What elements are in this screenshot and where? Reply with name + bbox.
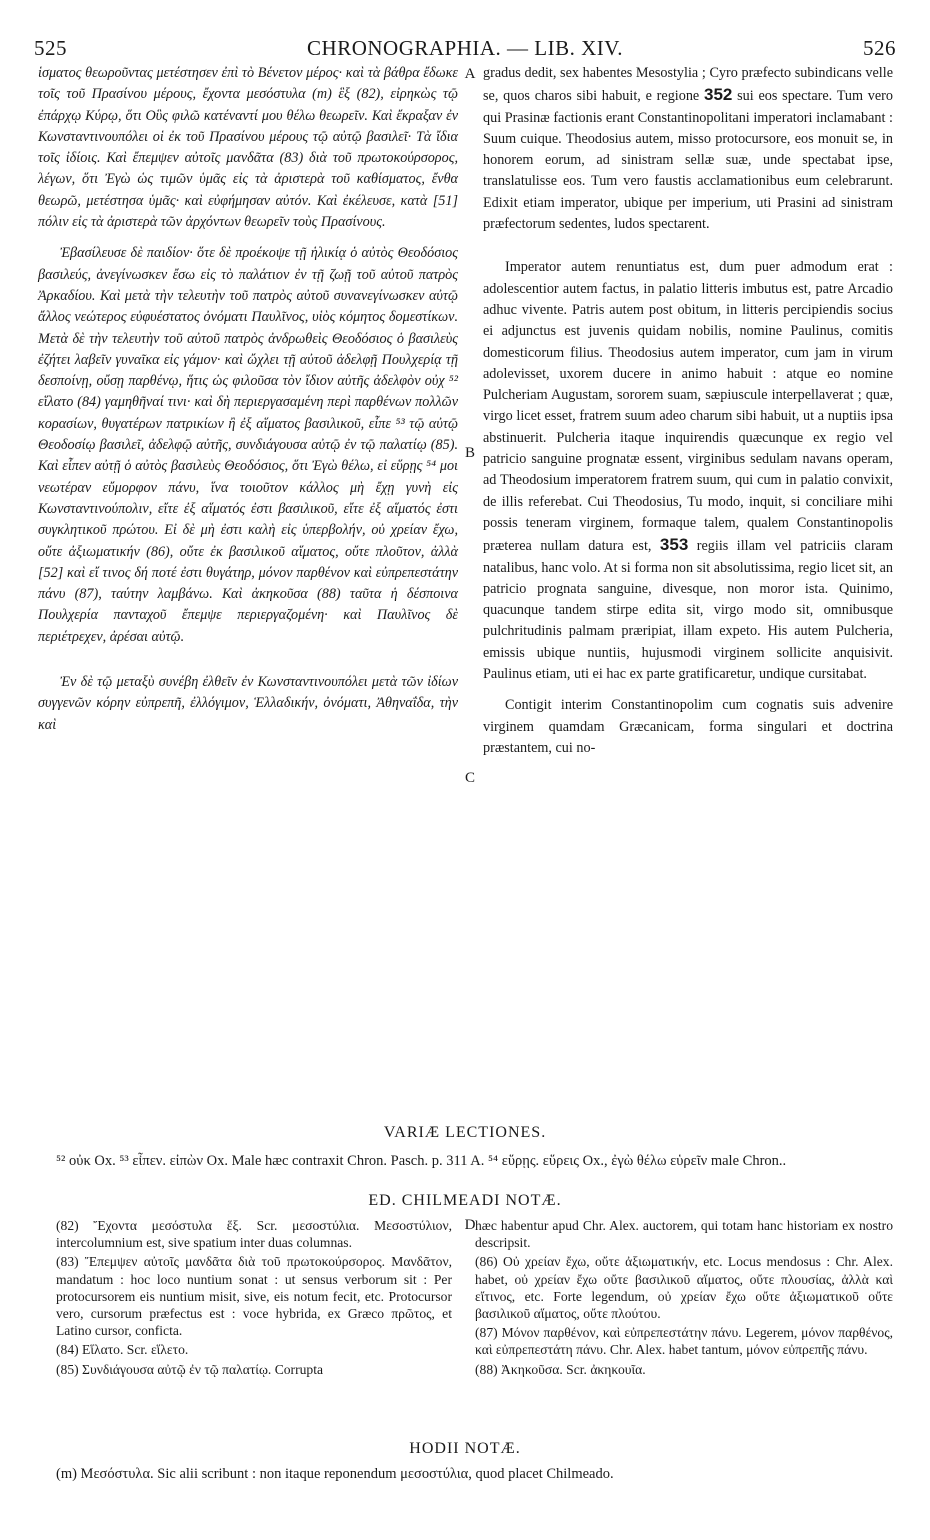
greek-paragraph-1: ἱσματος θεωροῦντας μετέστησεν ἐπὶ τὸ Βένετον μέρος· καὶ τὰ βάθρα ἔδωκε τοῖς τοῦ Πρασίνου μέρους, ἔχοντα μεσόστυλα (m) ἓξ (82), εἰρηκὼς τῷ ἐπάρχῳ Κύρῳ, ὅτι Οὓς φιλῶ κατέναντί μου θέλω θεωρεῖν. Καὶ ἔκραξαν ἐν Κωνσταντινουπόλει οἱ ἐκ τοῦ Πρασίνου μέρους τῷ αὐτῷ βασιλεῖ· Τὰ ἴδια τοῖς ἰδίοις. Καὶ ἔπεμψεν αὐτοῖς μανδᾶτα (83) διὰ τοῦ πρωτοκούρσορος, λέγων, ὅτι Ἐγὼ ὡς τιμῶν ὑμᾶς εἰς τὰ ἀριστερὰ τοῦ καθίσματος, ἔνθα θεωρῶ, μετέστησα ὑμᾶς· καὶ εὐφήμησαν αὐτόν. Καὶ ἐκέλευσε, κατὰ [51] πόλιν εἰς τὰ ἀριστερὰ τῶν ἀρχόντων θεωρεῖν τοὺς Πρασίνους. — [38, 65, 458, 231]
running-header — [34, 36, 896, 66]
latin-paragraph-1-start: gradus dedit, sex habentes Mesostylia ; Cyro præfecto subindicans velle se, quos charos sibi habuit, e regione — [483, 65, 893, 105]
section-marker-b: B — [464, 445, 475, 461]
latin-paragraph-1 — [483, 63, 893, 235]
note-82: (82) Ἔχοντα μεσόστυλα ἕξ. Scr. μεσοστύλια. Μεσοστύλιον, intercolumnium est, sive spatium inter duas columnas. — [56, 1218, 452, 1251]
section-marker-c: C — [464, 770, 475, 786]
greek-column — [38, 63, 458, 736]
note-85-continued: hæc habentur apud Chr. Alex. auctorem, qui totam hanc historiam ex nostro descripsit. — [475, 1218, 893, 1251]
margin-page-number-352: 352 — [704, 85, 733, 105]
greek-paragraph-3: Ἐν δὲ τῷ μεταξὺ συνέβη ἐλθεῖν ἐν Κωνσταντινουπόλει μετὰ τῶν ἰδίων συγγενῶν κόρην εὐπρεπῆ, ἐλλόγιμον, Ἑλλαδικήν, ὀνόματι, Ἀθηναΐδα, τὴν καὶ — [38, 674, 458, 733]
note-85: (85) Συνδιάγουσα αὐτῷ ἐν τῷ παλατίῳ. Corrupta — [56, 1361, 324, 1377]
running-title: CHRONOGRAPHIA. — LIB. XIV. — [307, 36, 623, 60]
variae-lectiones-heading: VARIÆ LECTIONES. — [383, 1124, 547, 1141]
greek-paragraph-2: Ἐβασίλευσε δὲ παιδίον· ὅτε δὲ προέκοψε τῇ ἡλικίᾳ ὁ αὐτὸς Θεοδόσιος βασιλεύς, ἀνεγίνωσκεν ἔσω εἰς τὸ παλάτιον ἐν τῇ ζωῇ τοῦ αὐτοῦ πατρὸς Ἀρκαδίου. Καὶ μετὰ τὴν τελευτὴν τοῦ πατρὸς αὐτοῦ συνανεγίνωσκεν αὐτῷ ἄλλος νεώτερος εὐφυέστατος ὀνόματι Παυλῖνος, υἱὸς κόμητος δομεστίκων. Μετὰ δὲ τὴν τελευτὴν τοῦ αὐτοῦ πατρὸς ἀνδρωθεὶς Θεοδόσιος ὁ βασιλεὺς ἐζήτει λαβεῖν γυναῖκα εἰς γάμον· καὶ ὤχλει τῇ αὐτοῦ ἀδελφῇ Πουλχερίᾳ τῇ δεσποίνῃ, οὔσῃ παρθένῳ, ἥτις ὡς φιλοῦσα τὸν ἴδιον αὐτῆς ἀδελφὸν οὐχ ⁵² εἵλατο (84) γαμηθῆναί τινι· καὶ δὴ περιεργασαμένη περὶ παρθένων πολλῶν κορασίων, θυγατέρων πατρικίων ἢ ἐξ αἵματος βασιλικοῦ, εἶπε ⁵³ τῷ αὐτῷ Θεοδοσίῳ βασιλεῖ, ἀδελφῷ αὐτῆς, συνδιάγουσα αὐτῷ ἐν τῷ παλατίῳ (85). Καὶ εἶπεν αὐτῇ ὁ αὐτὸς βασιλεὺς Θεοδόσιος, ὅτι Ἐγὼ θέλω, εἰ εὕρῃς ⁵⁴ μοι νεωτέραν εὔμορφον πάνυ, ἵνα τοιοῦτον κάλλος μὴ ἔχῃ γυνὴ εἰς Κωνσταντινούπολιν, εἴτε ἐξ αἵματός ἐστι βασιλικοῦ, εἴτε ἐξ αἵματός ἐστι συγκλητικοῦ πρώτου. Εἰ δὲ μὴ ἐστι καλὴ εἰς ὑπερβολήν, οὐ χρείαν ἔχω, οὔτε ἀξιωματικήν (86), οὔτε ἐκ βασιλικοῦ αἵματος, οὔτε πλοῦτον, ἀλλὰ [52] καὶ εἴ τινος δή ποτέ ἐστι θυγάτηρ, μόνον παρθένον καὶ εὐπρεπεστάτην πάνυ (87), ταύτην λαμβάνω. Καὶ ἀκηκοῦσα (88) ταῦτα ἡ δέσποινα Πουλχερία πανταχοῦ ἔπεμψε περιεργαζομένη· καὶ Παυλῖνος δὲ περιέτρεχεν, ἀρέσαι αὐτῷ. — [38, 245, 458, 645]
note-86: (86) Οὐ χρείαν ἔχω, οὔτε ἀξιωματικήν, etc. Locus mendosus : Chr. Alex. habet, οὐ χρείαν ἔχω οὔτε βασιλικοῦ αἵματος, οὔτε πλουσίας, ἀλλὰ καὶ εἴτινος, etc. Forte legendum, οὐ χρείαν ἔχω οὔτε ἀξιωματικοῦ οὔτε βασιλικοῦ αἵματος, οὔτε πλούτου. — [475, 1254, 893, 1322]
variae-lectiones-text: ⁵² οὐκ Ox. ⁵³ εἶπεν. εἰπὼν Ox. Male hæc contraxit Chron. Pasch. p. 311 A. ⁵⁴ εὕρῃς. εὕρεις Ox., ἐγὼ θέλω εὑρεῖν male Chron.. — [56, 1153, 787, 1169]
note-88: (88) Ἀκηκοῦσα. Scr. ἀκηκουῖα. — [475, 1361, 646, 1377]
latin-paragraph-3: Contigit interim Constantinopolim cum cognatis suis advenire virginem quamdam Græcanicam, forma singulari et doctrina præstantem, cui no- — [483, 697, 893, 756]
note-84: (84) Εἵλατο. Scr. εἵλετο. — [56, 1342, 189, 1358]
note-87: (87) Μόνον παρθένον, καὶ εὐπρεπεστάτην πάνυ. Legerem, μόνον παρθένος, καὶ εὐπρεπεστάτη πάνυ. Chr. Alex. habet tantum, μόνον εὐπρεπῆς πάνυ. — [475, 1325, 893, 1358]
right-page-number: 526 — [863, 36, 896, 60]
left-page-number: 525 — [34, 36, 67, 60]
latin-column — [483, 63, 893, 769]
chilmeadi-notes-heading: ED. CHILMEADI NOTÆ. — [368, 1192, 562, 1209]
latin-paragraph-2-end: regiis illam vel patriciis claram natalibus, hanc volo. At si forma non sit absolutissima, regio licet sit, an patricio prognata sanguine, divesque, non moror ista. Quinimo, quacunque tandem stirpe edita sit, virgo modo sit, omnibusque pulchritudinis palmam præripiat, illam expeto. His autem Pulcheria, emissis ubique nuntiis, hujusmodi virginem sollicite anquisivit. Paulinus etiam, uti ei hac ex parte gratificaretur, undique cursitabat. — [483, 538, 894, 683]
chilmeadi-notes-right-column — [475, 1217, 893, 1380]
note-83: (83) Ἔπεμψεν αὐτοῖς μανδᾶτα διὰ τοῦ πρωτοκούρσορος. Μανδᾶτον, mandatum : hoc loco nuntium sonat : ut sensus verborum sit : Per protocursorem eis nuntium misit, sive, eis notum fecit, etc. Protocursor vero, cursorum præfectus est : voce hybrida, ex Græco πρῶτος, et Latino cursor, conficta. — [56, 1254, 452, 1339]
latin-paragraph-2 — [483, 257, 893, 685]
latin-paragraph-1-end: sui eos spectare. Tum vero qui Prasinæ factionis erant Constantinopolitani imperatori inclamabant : Suum cuique. Theodosius autem, misso protocursore, eos monuit se, in honorem eorum, ad sinistram sellæ suæ, unde spectabat ipse, translatulisse eos. Tum vero faustis acclamationibus eum celebrarunt. Edixit etiam imperator, ubique per imperium, uti Prasini ad sinistram præfectorum sedentes, ludos spectarent. — [483, 88, 894, 233]
chilmeadi-notes-left-column — [56, 1217, 452, 1380]
section-marker-d: D — [464, 1217, 476, 1233]
section-marker-a: A — [464, 66, 476, 82]
hodii-notes-heading: HODII NOTÆ. — [409, 1440, 521, 1457]
latin-paragraph-2-start: Imperator autem renuntiatus est, dum puer admodum erat : adolescentior autem factus, in palatio litteris imbutus est, patre Arcadio adhuc vivente. Patris autem post obitum, in litteris percipiendis socius ei adjunctus est juvenis quidam nobilis, nomine Paulinus, comitis domesticorum filius. Theodosius autem imperator, cum jam in virum adolevisset, uxorem ducere in animo habuit : atque eo nomine Pulcheriam Augustam, sororem suam, sæpiuscule interpellaverat ; quæ, virgo licet esset, fratrem suum adeo charum sibi habuit, ut a nuptiis ipsa abstinuerit. Pulcheria itaque inquirendis quæcunque ex regio vel patricio sanguine prognatæ essent, virginibus sedulam navans operam, ad Theodosium imperatorem fratrem suum, qui cum in palatio convixit, de illis referebat. Cui Theodosius, Tu modo, inquit, si conciliare mihi possis teneram virginem, formaque talem, qualem Constantinopolis præterea nullam datura est, — [483, 259, 893, 555]
margin-page-number-353: 353 — [659, 535, 689, 555]
hodii-notes-text: (m) Μεσόστυλα. Sic alii scribunt : non itaque reponendum μεσοστύλια, quod placet Chilmeado. — [56, 1466, 614, 1482]
